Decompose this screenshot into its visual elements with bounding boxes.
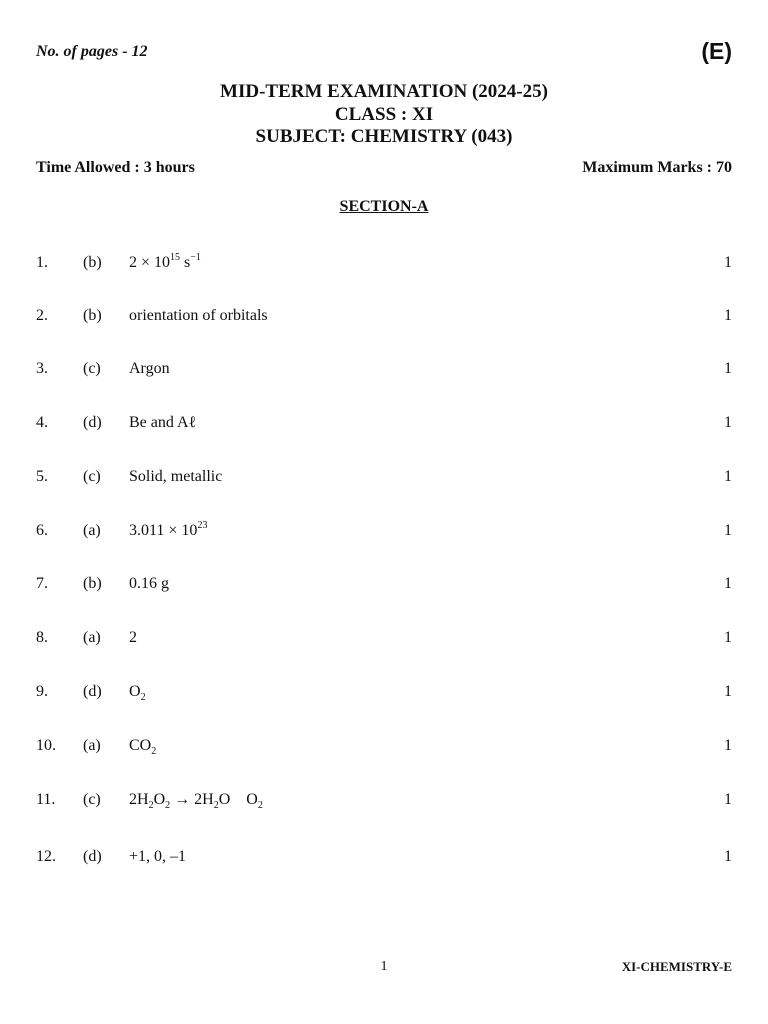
answer-row <box>0 683 768 707</box>
question-number: 2. <box>36 307 48 324</box>
answer-text: 0.16 g <box>129 575 169 592</box>
answer-text: $2H_2O_2 \to 2H_2O$ $O_2$ <box>129 791 263 811</box>
marks-value: 1 <box>724 791 732 808</box>
answer-option: (d) <box>83 414 102 431</box>
answer-row <box>0 737 768 761</box>
answer-row <box>0 307 768 331</box>
question-number: 12. <box>36 848 56 865</box>
page-number: 1 <box>380 959 388 974</box>
time-allowed: Time Allowed : 3 hours <box>36 159 195 176</box>
answer-option: (c) <box>83 468 101 485</box>
question-number: 10. <box>36 737 56 754</box>
answer-option: (a) <box>83 737 101 754</box>
marks-value: 1 <box>724 737 732 754</box>
marks-value: 1 <box>724 307 732 324</box>
exam-subject: SUBJECT: CHEMISTRY (043) <box>255 126 513 147</box>
marks-value: 1 <box>724 254 732 271</box>
answer-text: 2 <box>129 629 137 646</box>
section-heading: SECTION-A <box>339 198 429 215</box>
answer-row <box>0 629 768 653</box>
marks-value: 1 <box>724 468 732 485</box>
paper-variant: (E) <box>701 38 732 64</box>
marks-value: 1 <box>724 522 732 539</box>
question-number: 1. <box>36 254 48 271</box>
answer-text: $CO_2$ <box>129 737 157 757</box>
answer-option: (d) <box>83 848 102 865</box>
answer-option: (c) <box>83 791 101 808</box>
answer-row <box>0 414 768 438</box>
question-number: 9. <box>36 683 48 700</box>
answer-text: $2 \times 10^{15}$ $s^{-1}$ <box>129 252 201 271</box>
marks-value: 1 <box>724 360 732 377</box>
answer-text: +1, 0, –1 <box>129 848 187 865</box>
answer-option: (b) <box>83 307 102 324</box>
paper-code: XI-CHEMISTRY-E <box>621 959 732 974</box>
marks-value: 1 <box>724 683 732 700</box>
answer-text: $O_2$ <box>129 683 146 703</box>
exam-class: CLASS : XI <box>334 104 434 125</box>
marks-value: 1 <box>724 414 732 431</box>
answer-row <box>0 791 768 815</box>
answer-row <box>0 522 768 546</box>
answer-option: (b) <box>83 254 102 271</box>
marks-value: 1 <box>724 848 732 865</box>
answer-row <box>0 360 768 384</box>
answer-text: Argon <box>129 360 170 377</box>
page-count: No. of pages - 12 <box>36 43 148 60</box>
answer-row <box>0 575 768 599</box>
answer-row <box>0 254 768 278</box>
question-number: 6. <box>36 522 48 539</box>
answer-text: orientation of orbitals <box>129 307 268 324</box>
answer-option: (d) <box>83 683 102 700</box>
answer-option: (a) <box>83 522 101 539</box>
question-number: 7. <box>36 575 48 592</box>
answer-text: Solid, metallic <box>129 468 223 485</box>
question-number: 3. <box>36 360 48 377</box>
answer-option: (b) <box>83 575 102 592</box>
marks-value: 1 <box>724 629 732 646</box>
question-number: 5. <box>36 468 48 485</box>
question-number: 11. <box>36 791 56 808</box>
answer-row <box>0 848 768 872</box>
marks-value: 1 <box>724 575 732 592</box>
answer-option: (a) <box>83 629 101 646</box>
answer-text: Be and Aℓ <box>129 414 197 431</box>
answer-option: (c) <box>83 360 101 377</box>
answer-row <box>0 468 768 492</box>
maximum-marks: Maximum Marks : 70 <box>582 159 732 176</box>
question-number: 4. <box>36 414 48 431</box>
answer-text: $3.011 \times 10^{23}$ <box>129 520 208 539</box>
exam-title: MID-TERM EXAMINATION (2024-25) <box>220 81 548 102</box>
question-number: 8. <box>36 629 48 646</box>
